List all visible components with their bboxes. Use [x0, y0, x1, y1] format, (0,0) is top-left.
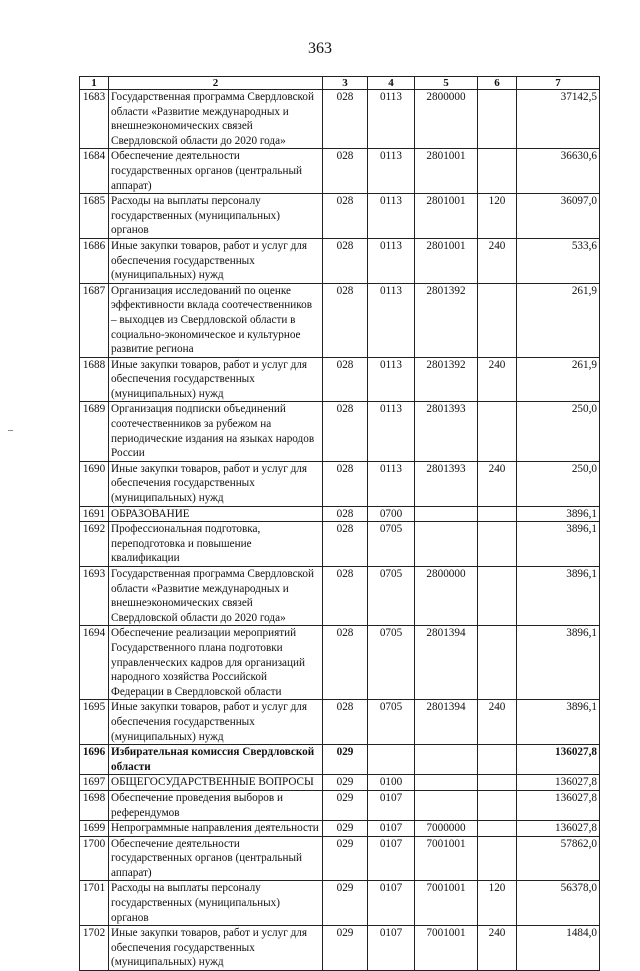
- row-amount: 1484,0: [517, 926, 600, 971]
- header-col-5: 5: [415, 77, 478, 90]
- table-row: [80, 926, 600, 971]
- row-ved-code: 029: [323, 775, 368, 791]
- row-section-code: [368, 745, 415, 775]
- row-section-code: 0107: [368, 926, 415, 971]
- row-target-code: 7001001: [415, 881, 478, 926]
- row-name: Обеспечение проведения выборов и референдумов: [109, 790, 323, 820]
- row-number: 1694: [80, 626, 109, 700]
- budget-table: [79, 76, 600, 971]
- row-name: Иные закупки товаров, работ и услуг для обеспечения государственных (муниципальных) нужд: [109, 926, 323, 971]
- row-name: Обеспечение реализации мероприятий Государственного плана подготовки управленческих кадров для организаций народного хозяйства Российской Федерации в Свердловской области: [109, 626, 323, 700]
- row-expense-type: 240: [478, 926, 517, 971]
- row-target-code: 2801394: [415, 700, 478, 745]
- header-col-7: 7: [517, 77, 600, 90]
- row-section-code: 0700: [368, 506, 415, 522]
- row-expense-type: [478, 149, 517, 194]
- row-ved-code: 028: [323, 238, 368, 283]
- row-expense-type: [478, 821, 517, 837]
- row-target-code: 2801394: [415, 626, 478, 700]
- table-row: [80, 149, 600, 194]
- row-target-code: 2801001: [415, 149, 478, 194]
- row-section-code: 0107: [368, 790, 415, 820]
- row-amount: 36630,6: [517, 149, 600, 194]
- row-expense-type: 240: [478, 700, 517, 745]
- table-body: [80, 90, 600, 971]
- row-amount: 56378,0: [517, 881, 600, 926]
- row-number: 1699: [80, 821, 109, 837]
- row-ved-code: 028: [323, 357, 368, 402]
- row-amount: 250,0: [517, 402, 600, 461]
- table-row: [80, 700, 600, 745]
- table-row: [80, 90, 600, 149]
- row-section-code: 0100: [368, 775, 415, 791]
- row-name: Непрограммные направления деятельности: [109, 821, 323, 837]
- table-row: [80, 357, 600, 402]
- header-col-3: 3: [323, 77, 368, 90]
- row-ved-code: 029: [323, 881, 368, 926]
- table-row: [80, 283, 600, 357]
- header-row: [80, 77, 600, 90]
- row-amount: 3896,1: [517, 506, 600, 522]
- row-expense-type: 240: [478, 357, 517, 402]
- row-target-code: 2801392: [415, 283, 478, 357]
- header-col-6: 6: [478, 77, 517, 90]
- row-section-code: 0113: [368, 357, 415, 402]
- row-number: 1700: [80, 836, 109, 881]
- row-section-code: 0113: [368, 194, 415, 239]
- row-ved-code: 028: [323, 402, 368, 461]
- table-row: [80, 881, 600, 926]
- row-section-code: 0107: [368, 821, 415, 837]
- row-ved-code: 029: [323, 745, 368, 775]
- row-expense-type: 240: [478, 238, 517, 283]
- row-target-code: 2801001: [415, 194, 478, 239]
- row-number: 1687: [80, 283, 109, 357]
- row-section-code: 0113: [368, 461, 415, 506]
- row-number: 1698: [80, 790, 109, 820]
- header-col-4: 4: [368, 77, 415, 90]
- row-amount: 3896,1: [517, 700, 600, 745]
- row-target-code: [415, 506, 478, 522]
- row-number: 1688: [80, 357, 109, 402]
- row-target-code: 2801393: [415, 461, 478, 506]
- row-name: ОБЩЕГОСУДАРСТВЕННЫЕ ВОПРОСЫ: [109, 775, 323, 791]
- row-expense-type: [478, 522, 517, 567]
- row-expense-type: [478, 90, 517, 149]
- row-name: Расходы на выплаты персоналу государственных (муниципальных) органов: [109, 194, 323, 239]
- table-row: [80, 238, 600, 283]
- row-expense-type: [478, 775, 517, 791]
- header-col-1: 1: [80, 77, 109, 90]
- scan-artifact: [8, 430, 13, 431]
- row-target-code: [415, 790, 478, 820]
- row-section-code: 0107: [368, 836, 415, 881]
- row-ved-code: 028: [323, 506, 368, 522]
- row-amount: 261,9: [517, 283, 600, 357]
- table-row: [80, 506, 600, 522]
- row-ved-code: 028: [323, 90, 368, 149]
- header-col-2: 2: [109, 77, 323, 90]
- row-number: 1701: [80, 881, 109, 926]
- row-ved-code: 028: [323, 522, 368, 567]
- row-name: Иные закупки товаров, работ и услуг для обеспечения государственных (муниципальных) нужд: [109, 461, 323, 506]
- row-ved-code: 029: [323, 821, 368, 837]
- row-ved-code: 028: [323, 700, 368, 745]
- row-ved-code: 029: [323, 836, 368, 881]
- row-expense-type: 120: [478, 194, 517, 239]
- row-amount: 261,9: [517, 357, 600, 402]
- row-ved-code: 028: [323, 626, 368, 700]
- row-expense-type: [478, 790, 517, 820]
- row-name: Избирательная комиссия Свердловской области: [109, 745, 323, 775]
- row-expense-type: [478, 567, 517, 626]
- row-amount: 136027,8: [517, 775, 600, 791]
- row-section-code: 0705: [368, 522, 415, 567]
- row-amount: 3896,1: [517, 626, 600, 700]
- row-name: Профессиональная подготовка, переподготовка и повышение квалификации: [109, 522, 323, 567]
- row-ved-code: 028: [323, 461, 368, 506]
- row-name: Обеспечение деятельности государственных органов (центральный аппарат): [109, 836, 323, 881]
- row-name: Иные закупки товаров, работ и услуг для обеспечения государственных (муниципальных) нужд: [109, 238, 323, 283]
- table-row: [80, 194, 600, 239]
- row-name: ОБРАЗОВАНИЕ: [109, 506, 323, 522]
- table-row: [80, 626, 600, 700]
- row-name: Расходы на выплаты персоналу государственных (муниципальных) органов: [109, 881, 323, 926]
- row-number: 1702: [80, 926, 109, 971]
- row-name: Государственная программа Свердловской области «Развитие международных и внешнеэкономических связей Свердловской области до 2020 года»: [109, 90, 323, 149]
- row-number: 1695: [80, 700, 109, 745]
- row-expense-type: [478, 836, 517, 881]
- row-name: Государственная программа Свердловской области «Развитие международных и внешнеэкономических связей Свердловской области до 2020 года»: [109, 567, 323, 626]
- row-amount: 3896,1: [517, 522, 600, 567]
- row-number: 1697: [80, 775, 109, 791]
- table-row: [80, 790, 600, 820]
- row-target-code: 7001001: [415, 926, 478, 971]
- row-target-code: [415, 522, 478, 567]
- row-section-code: 0113: [368, 402, 415, 461]
- row-ved-code: 028: [323, 283, 368, 357]
- row-name: Иные закупки товаров, работ и услуг для обеспечения государственных (муниципальных) нужд: [109, 700, 323, 745]
- row-section-code: 0113: [368, 238, 415, 283]
- row-number: 1689: [80, 402, 109, 461]
- row-expense-type: [478, 745, 517, 775]
- row-expense-type: 240: [478, 461, 517, 506]
- row-amount: 136027,8: [517, 745, 600, 775]
- row-target-code: 7000000: [415, 821, 478, 837]
- table-row: [80, 522, 600, 567]
- row-section-code: 0113: [368, 90, 415, 149]
- row-section-code: 0107: [368, 881, 415, 926]
- row-ved-code: 028: [323, 567, 368, 626]
- row-target-code: 7001001: [415, 836, 478, 881]
- row-name: Организация подписки объединений соотечественников за рубежом на периодические издания на языках народов России: [109, 402, 323, 461]
- row-amount: 250,0: [517, 461, 600, 506]
- row-amount: 36097,0: [517, 194, 600, 239]
- table-row: [80, 821, 600, 837]
- row-number: 1693: [80, 567, 109, 626]
- row-target-code: 2801001: [415, 238, 478, 283]
- row-name: Организация исследований по оценке эффективности вклада соотечественников – выходцев из Свердловской области в социально-экономическое и культурное развитие региона: [109, 283, 323, 357]
- row-section-code: 0705: [368, 700, 415, 745]
- row-amount: 136027,8: [517, 790, 600, 820]
- row-amount: 533,6: [517, 238, 600, 283]
- row-expense-type: [478, 626, 517, 700]
- table-row: [80, 402, 600, 461]
- row-section-code: 0113: [368, 283, 415, 357]
- row-amount: 37142,5: [517, 90, 600, 149]
- row-expense-type: [478, 402, 517, 461]
- row-name: Иные закупки товаров, работ и услуг для обеспечения государственных (муниципальных) нужд: [109, 357, 323, 402]
- row-expense-type: [478, 283, 517, 357]
- row-ved-code: 028: [323, 149, 368, 194]
- row-expense-type: [478, 506, 517, 522]
- row-ved-code: 029: [323, 790, 368, 820]
- row-number: 1686: [80, 238, 109, 283]
- row-section-code: 0705: [368, 626, 415, 700]
- row-number: 1685: [80, 194, 109, 239]
- row-amount: 57862,0: [517, 836, 600, 881]
- row-amount: 3896,1: [517, 567, 600, 626]
- row-number: 1690: [80, 461, 109, 506]
- table-row: [80, 745, 600, 775]
- table-row: [80, 461, 600, 506]
- table-row: [80, 836, 600, 881]
- row-number: 1692: [80, 522, 109, 567]
- table-row: [80, 775, 600, 791]
- row-number: 1691: [80, 506, 109, 522]
- table-row: [80, 567, 600, 626]
- row-target-code: 2801393: [415, 402, 478, 461]
- row-target-code: 2800000: [415, 90, 478, 149]
- row-name: Обеспечение деятельности государственных органов (центральный аппарат): [109, 149, 323, 194]
- row-section-code: 0113: [368, 149, 415, 194]
- row-number: 1696: [80, 745, 109, 775]
- row-ved-code: 028: [323, 194, 368, 239]
- page-number: 363: [308, 40, 332, 57]
- row-target-code: 2800000: [415, 567, 478, 626]
- row-ved-code: 029: [323, 926, 368, 971]
- row-number: 1683: [80, 90, 109, 149]
- row-target-code: [415, 775, 478, 791]
- row-section-code: 0705: [368, 567, 415, 626]
- row-number: 1684: [80, 149, 109, 194]
- row-target-code: [415, 745, 478, 775]
- row-target-code: 2801392: [415, 357, 478, 402]
- row-expense-type: 120: [478, 881, 517, 926]
- row-amount: 136027,8: [517, 821, 600, 837]
